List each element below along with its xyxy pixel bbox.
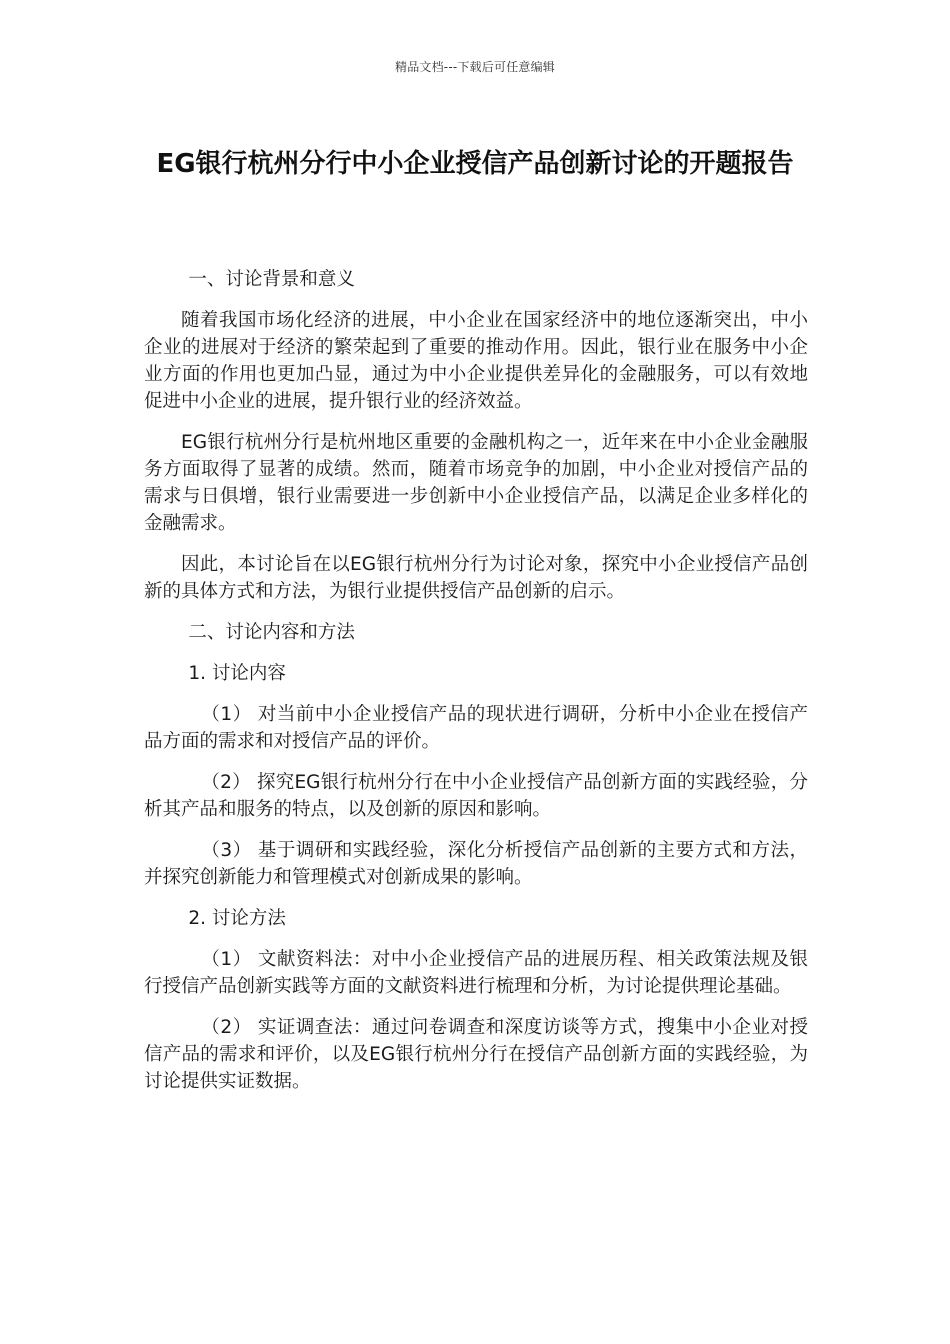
header-note: 精品文档---下载后可任意编辑 [395,60,555,74]
document-title: EG银行杭州分行中小企业授信产品创新讨论的开题报告 [156,149,794,179]
content-item-3: （3） 基于调研和实践经验，深化分析授信产品创新的主要方式和方法，并探究创新能力和管理模式对创新成果的影响。 [144,840,808,888]
paragraph-background-1: 随着我国市场化经济的进展，中小企业在国家经济中的地位逐渐突出，中小企业的进展对于经济的繁荣起到了重要的推动作用。因此，银行业在服务中小企业方面的作用也更加凸显，通过为中小企业提供差异化的金融服务，可以有效地促进中小企业的进展，提升银行业的经济效益。 [144,310,808,412]
paragraph-background-2: EG银行杭州分行是杭州地区重要的金融机构之一，近年来在中小企业金融服务方面取得了显著的成绩。然而，随着市场竞争的加剧，中小企业对授信产品的需求与日俱增，银行业需要进一步创新中小企业授信产品，以满足企业多样化的金融需求。 [144,432,808,534]
content-item-1: （1） 对当前中小企业授信产品的现状进行调研，分析中小企业在授信产品方面的需求和对授信产品的评价。 [144,704,808,752]
content-item-2: （2） 探究EG银行杭州分行在中小企业授信产品创新方面的实践经验，分析其产品和服务的特点，以及创新的原因和影响。 [144,772,808,820]
subheading-methods: 2. 讨论方法 [188,908,286,929]
paragraph-background-3: 因此，本讨论旨在以EG银行杭州分行为讨论对象，探究中小企业授信产品创新的具体方式和方法，为银行业提供授信产品创新的启示。 [144,554,808,602]
section-heading-background: 一、讨论背景和意义 [188,269,355,290]
method-item-2: （2） 实证调查法：通过问卷调查和深度访谈等方式，搜集中小企业对授信产品的需求和评价，以及EG银行杭州分行在授信产品创新方面的实践经验，为讨论提供实证数据。 [144,1017,808,1092]
subheading-content: 1. 讨论内容 [188,663,286,684]
method-item-1: （1） 文献资料法：对中小企业授信产品的进展历程、相关政策法规及银行授信产品创新实践等方面的文献资料进行梳理和分析，为讨论提供理论基础。 [144,949,808,997]
document-body [144,266,808,1109]
section-heading-content-methods: 二、讨论内容和方法 [188,622,355,643]
